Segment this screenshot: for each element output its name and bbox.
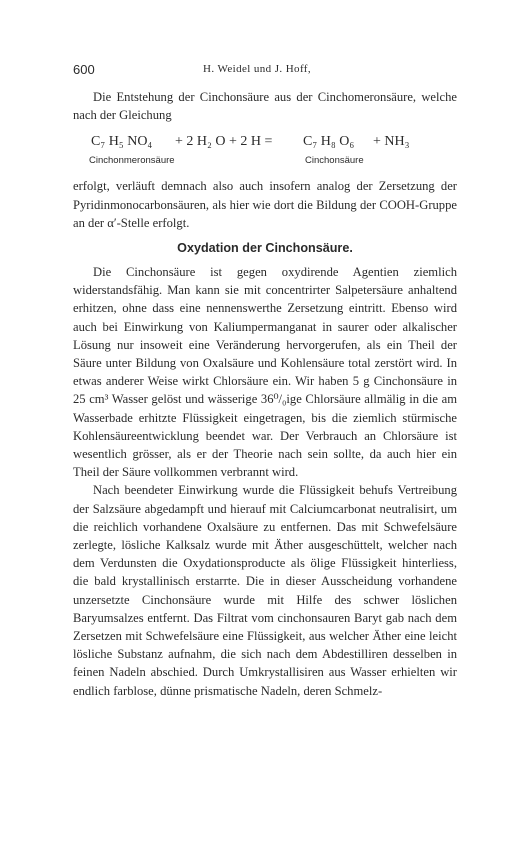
running-head: H. Weidel und J. Hoff, (203, 63, 312, 75)
product-formula: C₇ H₈ O₆ (303, 134, 355, 150)
equation-labels (73, 155, 457, 171)
page-number: 600 (73, 62, 95, 77)
after-equation-paragraph: erfolgt, verläuft demnach also auch insofern analog der Zersetzung der Pyridinmonocarbonsäuren, als hier wie dort die Bildung der COOH-Gruppe an der α′-Stelle erfolgt. (73, 179, 457, 230)
intro-paragraph: Die Entstehung der Cinchonsäure aus der Cinchomeronsäure, welche nach der Gleichung (73, 90, 457, 123)
body-paragraph-2: Nach beendeter Einwirkung wurde die Flüssigkeit behufs Vertreibung der Salzsäure abgedampft und hierauf mit Calciumcarbonat neutralisirt, um die reichlich vorhandene Oxalsäure zu entfernen. Das mit Schwefelsäure zerlegte, lösliche Kalksalz wurde mit Äther ausgeschüttelt, welcher nach dem Verdunsten die Oxydationsproducte als ölige Flüssigkeit hinterliess, die bald krystallinisch erstarrte. Die in dieser Ausscheidung vorhandene unzersetzte Cinchonsäure wurde mit Hilfe des schwer löslichen Baryumsalzes entfernt. Das Filtrat vom cinchonsauren Baryt gab nach dem Zersetzen mit Schwefelsäure eine Flüssigkeit, aus welcher Äther eine leicht lösliche Substanz aufnahm, die sich nach dem Abdestilliren desselben in feinen Nadeln abschied. Durch Umkrystallisiren aus Wasser erhielten wir endlich farblose, dünne prismatische Nadeln, deren Schmelz- (73, 483, 457, 698)
section-title: Oxydation der Cinchonsäure. (177, 241, 353, 256)
body-paragraph-1: Die Cinchonsäure ist gegen oxydirende Agentien ziemlich widerstandsfähig. Man kann sie mit concentrirter Salpetersäure anhaltend erhitzen, ohne dass eine nennenswerthe Zersetzung eintritt. Ebenso wird auch bei Einwirkung von Kaliumpermanganat in saurer oder alkalischer Lösung nur insoweit eine Veränderung hervorgerufen, als ein Theil der Säure unter Bildung von Oxalsäure und Kohlensäure total zerstört wird. In etwas anderer Weise wirkt Chlorsäure ein. Wir haben 5 g Cinchonsäure in 25 cm³ Wasser gelöst und wässerige 36⁰/₀ige Chlorsäure allmälig in die am Wasserbade erhitzte Flüssigkeit eingetragen, bis die ziemlich stürmische Kohlensäureentwicklung beendet war. Der Verbrauch an Chlorsäure ist wesentlich grösser, als er der Theorie nach sein sollte, da auch hier ein Theil der Säure vollkommen verbrannt wird. (73, 265, 457, 480)
product-label: Cinchonsäure (305, 155, 364, 167)
page-header (73, 62, 457, 82)
reactant-formula: C₇ H₅ NO₄ (91, 134, 153, 150)
page (73, 62, 457, 700)
byproduct: + NH₃ (373, 134, 410, 150)
reagents: + 2 H₂ O + 2 H = (175, 134, 273, 150)
chemical-equation (73, 134, 457, 155)
reactant-label: Cinchonmeronsäure (89, 155, 175, 167)
